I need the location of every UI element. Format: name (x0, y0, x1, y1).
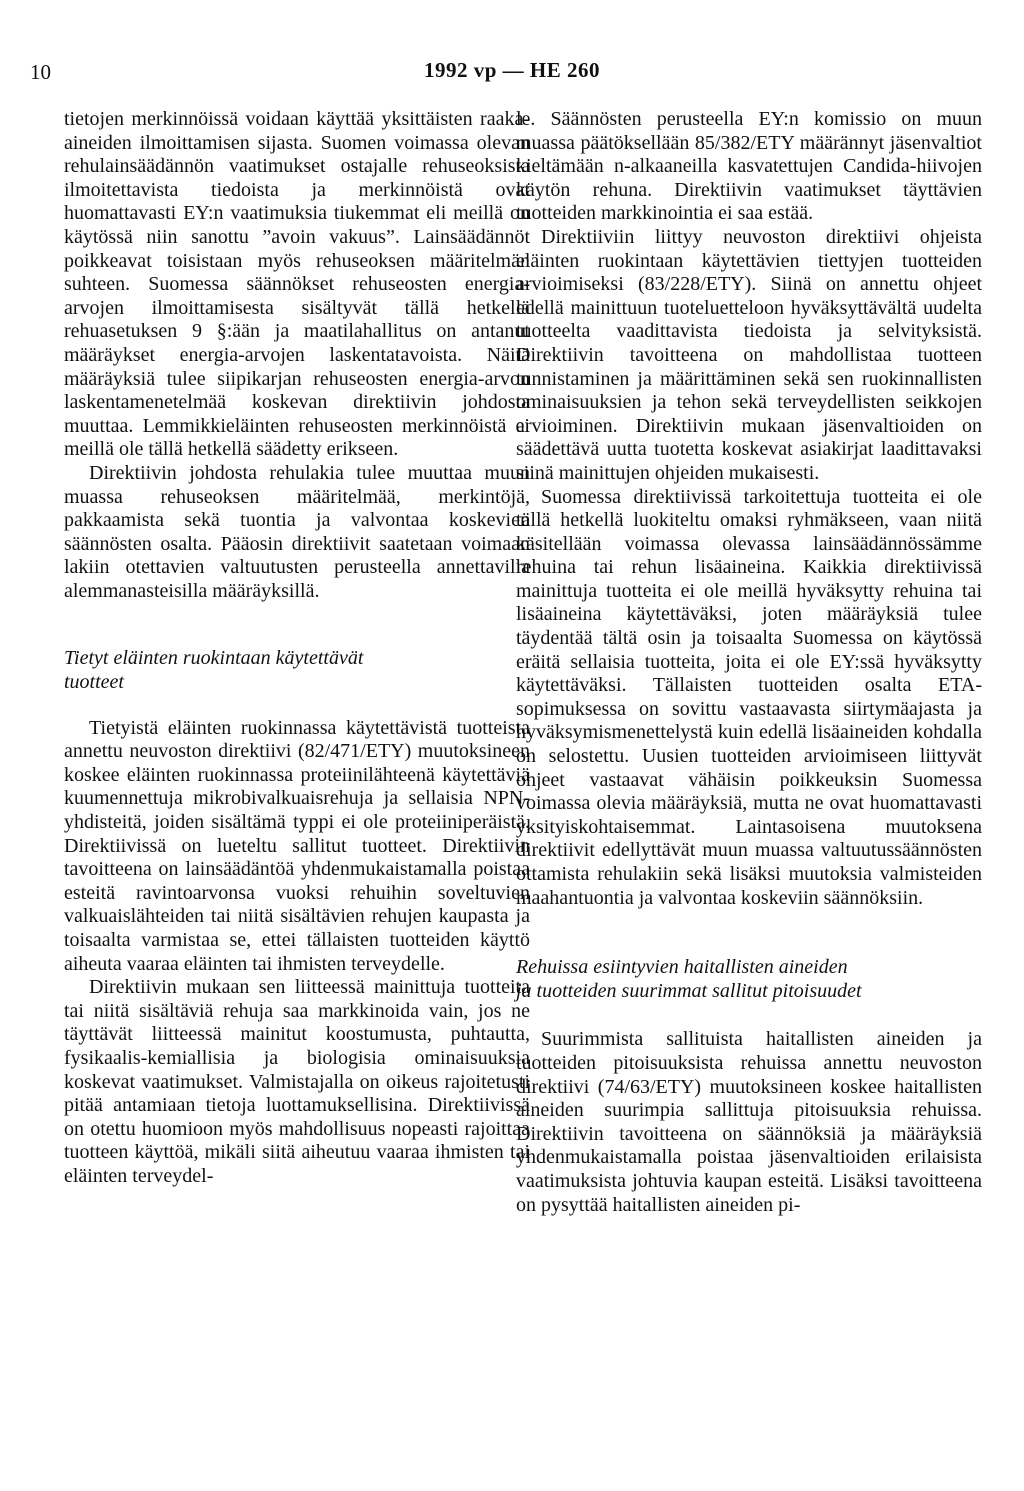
left-column (64, 108, 530, 1189)
paragraph: Direktiivin mukaan sen liitteessä mainittuja tuotteita tai niitä sisältäviä rehuja saa markkinoida vain, jos ne täyttävät liitteessä mainitut koostumusta, puhtautta, fysikaalis-kemiallisia ja biologisia ominaisuuksia koskevat vaatimukset. Valmistajalla on oikeus rajoitetusti pitää antamiaan tietoja luottamuksellisina. Direktiivissä on otettu huomioon myös mahdollisuus nopeasti rajoittaa tuotteen käyttöä, mikäli siitä aiheutuu vaaraa ihmisten tai eläinten terveydel- (64, 976, 530, 1187)
paragraph: Direktiivin johdosta rehulakia tulee muuttaa muun muassa rehuseoksen määritelmää, merkintöjä, pakkaamista sekä tuontia ja valvontaa koskevien säännösten osalta. Pääosin direktiivit saatetaan voimaan lakiin otettavien valtuutusten perusteella annettavilla alemmanasteisilla määräyksillä. (64, 461, 530, 602)
section-heading-line: ja tuotteiden suurimmat sallitut pitoisuudet (516, 979, 862, 1002)
page-number: 10 (30, 60, 51, 84)
paragraph: Suomessa direktiivissä tarkoitettuja tuotteita ei ole tällä hetkellä luokiteltu omaksi ryhmäkseen, vaan niitä käsitellään voimassa olevassa lainsäädännössämme rehuina tai rehun lisäaineina. Kaikkia direktiivissä mainittuja tuotteita ei ole meillä hyväksytty rehuina tai lisäaineina käytettäväksi, joten määräyksiä tulee täydentää tältä osin ja toisaalta Suomessa on käytössä eräitä sellaisia tuotteita, joita ei ole EY:ssä hyväksytty käytettäväksi. Tällaisten tuotteiden osalta ETA-sopimuksessa on sovittu vastaavasta siirtymäajasta ja hyväksymismenettelystä kuin edellä lisäaineiden kohdalla on selostettu. Uusien tuotteiden arvioimiseen liittyvät ohjeet vastaavat vähäisin poikkeuksin Suomessa voimassa olevia määräyksiä, mutta ne ovat huomattavasti yksityiskohtaisemmat. Laintasoisena muutoksena direktiivit edellyttävät muun muassa valtuutussäännösten ottamista rehulakiin sekä lisäksi muutoksia valmisteiden maahantuontia ja valvontaa koskeviin säännöksiin. (516, 485, 982, 909)
right-column (516, 108, 982, 1217)
document-id: 1992 vp — HE 260 (423, 58, 601, 82)
paragraph: tietojen merkinnöissä voidaan käyttää yksittäisten raaka-aineiden ilmoittamisen sijasta. Suomen voimassa olevan rehulainsäädännön vaatimukset ostajalle rehuseoksista ilmoitettavista tiedoista ja merkinnöistä ovat huomattavasti EY:n vaatimuksia tiukemmat eli meillä on käytössä niin sanottu ”avoin vakuus”. Lainsäädännöt poikkeavat toisistaan myös rehuseoksen määritelmän suhteen. Suomessa säännökset rehuseosten energia-arvojen ilmoittamisesta sisältyvät tällä hetkellä rehuasetuksen 9 §:ään ja maatilahallitus on antanut määräykset energia-arvojen laskentatavoista. Näitä määräyksiä tulee siipikarjan rehuseosten energia-arvon laskentamenetelmää koskevan direktiivin johdosta muuttaa. Lemmikkieläinten rehuseosten merkinnöistä ei meillä ole tällä hetkellä säädetty erikseen. (64, 108, 530, 461)
section-heading-line: tuotteet (64, 671, 124, 694)
paragraph: le. Säännösten perusteella EY:n komissio on muun muassa päätöksellään 85/382/ETY määrännyt jäsenvaltiot kieltämään n-alkaaneilla kasvatettujen Candida-hiivojen käytön rehuna. Direktiivin vaatimukset täyttävien tuotteiden markkinointia ei saa estää. (516, 108, 982, 225)
paragraph: Tietyistä eläinten ruokinnassa käytettävistä tuotteista annettu neuvoston direktiivi (82/471/ETY) muutoksineen koskee eläinten ruokinnassa proteiinilähteenä käytettäviä kuumennettuja mikrobivalkuaisrehuja ja sellaisia NPN-yhdisteitä, joiden sisältämä typpi ei ole proteiiniperäistä. Direktiivissä on lueteltu sallitut tuotteet. Direktiivin tavoitteena on lainsäädäntöä yhdenmukaistamalla poistaa esteitä ravintoarvonsa vuoksi rehuihin soveltuvien valkuaislähteiden tai niitä sisältävien rehujen kaupasta ja toisaalta varmistaa se, ettei tällaisten tuotteiden käyttö aiheuta vaaraa eläinten tai ihmisten terveydelle. (64, 716, 530, 975)
paragraph: Direktiiviin liittyy neuvoston direktiivi ohjeista eläinten ruokintaan käytettävien tiettyjen tuotteiden arvioimiseksi (83/228/ETY). Siinä on annettu ohjeet edellä mainittuun tuoteluetteloon hyväksyttävältä uudelta tuotteelta vaadittavista tiedoista ja selvityksistä. Direktiivin tavoitteena on mahdollistaa tuotteen tunnistaminen ja määrittäminen sekä sen ruokinnallisten ominaisuuksien ja tehon sekä terveydellisten seikkojen arvioiminen. Direktiivin mukaan jäsenvaltioiden on säädettävä uutta tuotetta koskevat asiakirjat laadittavaksi siinä mainittujen ohjeiden mukaisesti. (516, 225, 982, 484)
section-heading (64, 647, 530, 694)
paragraph: Suurimmista sallituista haitallisten aineiden ja tuotteiden pitoisuuksista rehuissa annettu neuvoston direktiivi (74/63/ETY) muutoksineen koskee haitallisten aineiden suurimpia sallittuja pitoisuuksia rehuissa. Direktiivin tavoitteena on säännöksiä ja määräyksiä yhdenmukaistamalla poistaa jäsenvaltioiden erilaisista vaatimuksista johtuvia kaupan esteitä. Lisäksi tavoitteena on pysyttää haitallisten aineiden pi- (516, 1028, 982, 1216)
section-heading-line: Tietyt eläinten ruokintaan käytettävät (64, 647, 364, 670)
section-heading (516, 956, 982, 1003)
page-header (0, 52, 1024, 88)
section-heading-line: Rehuissa esiintyvien haitallisten aineiden (516, 956, 848, 979)
